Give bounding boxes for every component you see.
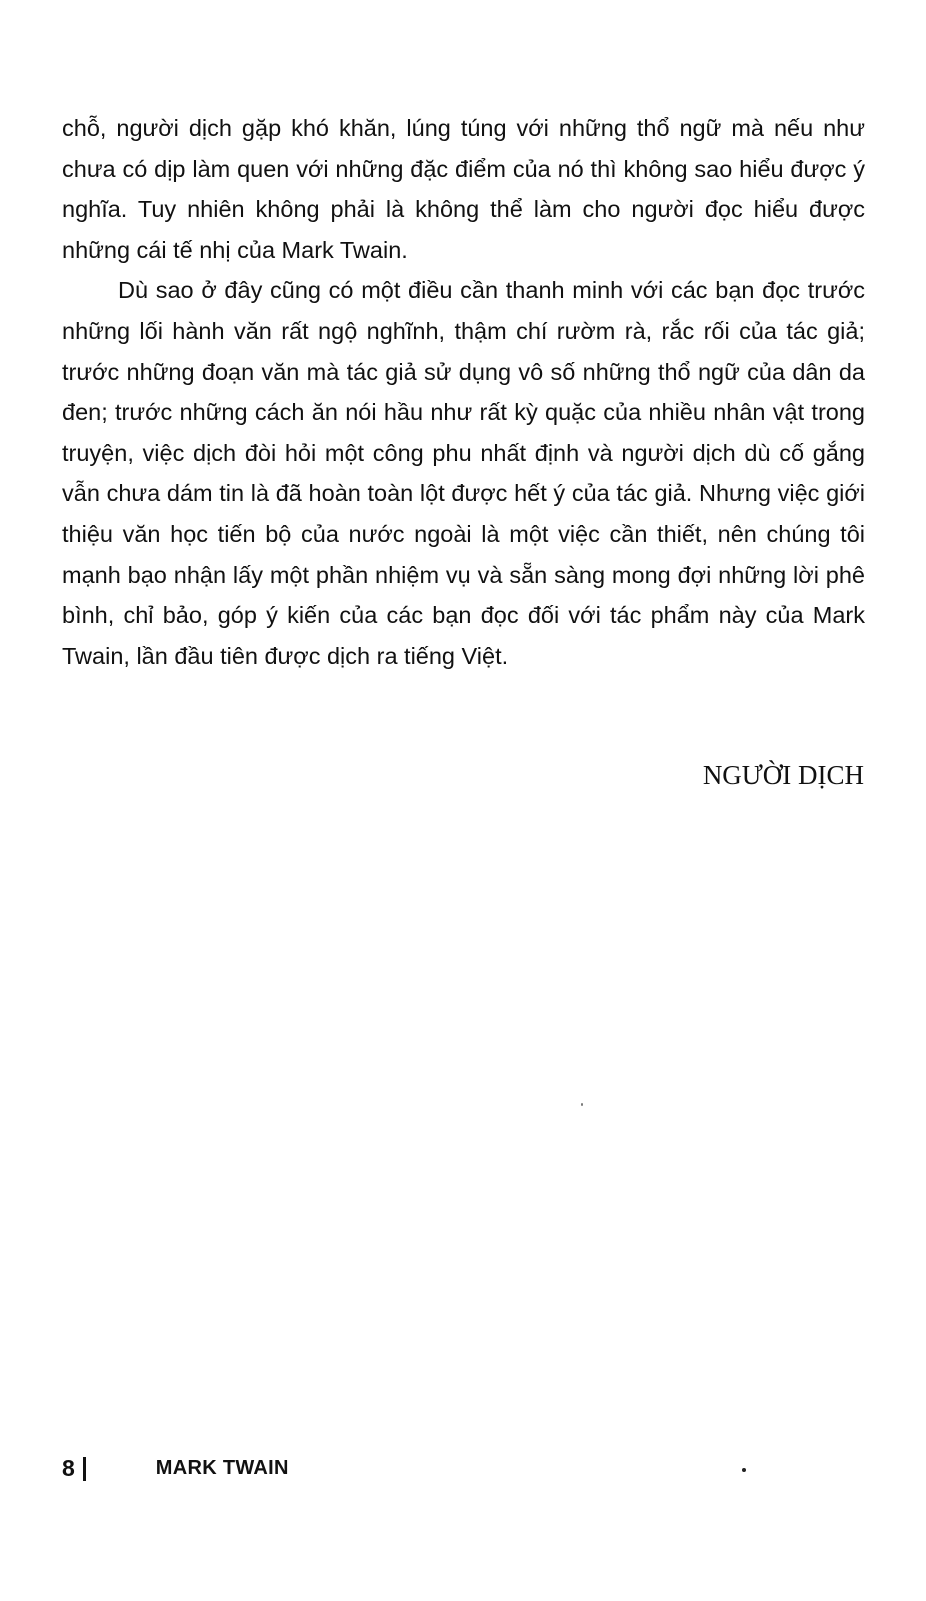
translator-signature: NGƯỜI DỊCH — [702, 760, 864, 790]
running-head: MARK TWAIN — [155, 1457, 289, 1479]
paragraph-continuation: chỗ, người dịch gặp khó khăn, lúng túng với những thổ ngữ mà nếu như chưa có dịp làm quen với những đặc điểm của nó thì không sao hiểu được ý nghĩa. Tuy nhiên không phải là không thể làm cho người đọc hiểu được những cái tế nhị của Mark Twain. — [62, 115, 865, 263]
page-number: 8 — [62, 1455, 75, 1481]
paragraph-translator-note: Dù sao ở đây cũng có một điều cần thanh minh với các bạn đọc trước những lối hành văn rất ngộ nghĩnh, thậm chí rườm rà, rắc rối của tác giả; trước những đoạn văn mà tác giả sử dụng vô số những thổ ngữ của dân da đen; trước những cách ăn nói hầu như rất kỳ quặc của nhiều nhân vật trong truyện, việc dịch đòi hỏi một công phu nhất định và người dịch dù cố gắng vẫn chưa dám tin là đã hoàn toàn lột được hết ý của tác giả. Nhưng việc giới thiệu văn học tiến bộ của nước ngoài là một việc cần thiết, nên chúng tôi mạnh bạo nhận lấy một phần nhiệm vụ và sẵn sàng mong đợi những lời phê bình, chỉ bảo, góp ý kiến của các bạn đọc đối với tác phẩm này của Mark Twain, lần đầu tiên được dịch ra tiếng Việt. — [62, 277, 865, 669]
page-footer — [62, 1455, 289, 1482]
footer-divider — [83, 1457, 86, 1481]
body-text — [62, 108, 865, 676]
scan-speck — [581, 1103, 583, 1106]
scan-speck — [742, 1468, 746, 1472]
